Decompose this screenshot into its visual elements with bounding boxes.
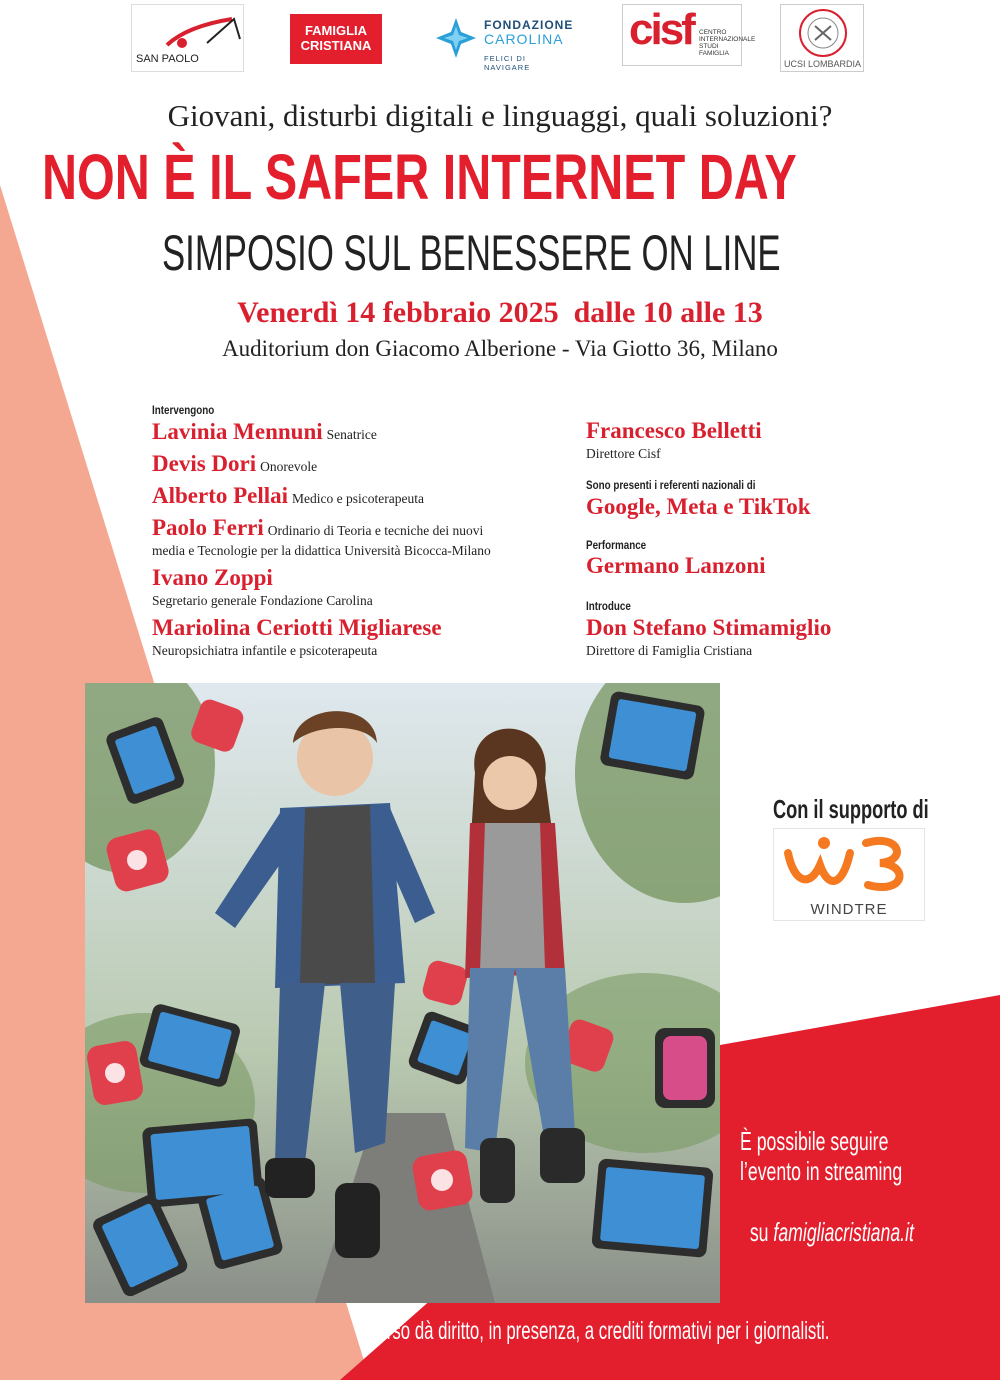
speaker-name: Devis Dori [152, 451, 257, 476]
speaker-belletti-role: Direttore Cisf [586, 446, 661, 461]
event-date: Venerdì 14 febbraio 2025 dalle 10 alle 13 [237, 296, 763, 329]
san-paolo-logo [131, 4, 244, 72]
famiglia-cristiana-logo [290, 14, 382, 64]
speaker-dori [152, 451, 317, 477]
cristiana-text: CRISTIANA [300, 38, 372, 53]
event-question: Giovani, disturbi digitali e linguaggi, quali soluzioni? [167, 98, 833, 133]
speaker-ferri-role-2: media e Tecnologie per la didattica Università Bicocca-Milano [152, 543, 491, 558]
speaker-role: Senatrice [326, 427, 377, 442]
referents-companies: Google, Meta e TikTok [586, 494, 811, 519]
cisf-line-2: INTERNAZIONALE [699, 36, 756, 43]
cisf-line-3: STUDI [699, 43, 719, 50]
speaker-name: Lavinia Mennuni [152, 419, 323, 444]
speakers-heading: Intervengono [152, 403, 215, 417]
introduce-role: Direttore di Famiglia Cristiana [586, 643, 753, 658]
speaker-name: Alberto Pellai [152, 483, 289, 508]
san-paolo-mark-icon [162, 13, 242, 53]
teens-running-illustration [85, 683, 720, 1303]
referents-heading: Sono presenti i referenti nazionali di [586, 478, 756, 492]
famiglia-text: FAMIGLIA [304, 23, 368, 38]
speaker-belletti-name: Francesco Belletti [586, 418, 762, 443]
speaker-zoppi-name: Ivano Zoppi [152, 565, 273, 590]
performance-name: Germano Lanzoni [586, 553, 766, 578]
event-venue: Auditorium don Giacomo Alberione - Via Giotto 36, Milano [222, 336, 778, 361]
speaker-role: Medico e psicoterapeuta [292, 491, 424, 506]
streaming-prefix: su [749, 1217, 774, 1247]
fondazione-text: FONDAZIONE [484, 18, 574, 32]
event-subtitle: SIMPOSIO SUL BENESSERE ON LINE [162, 225, 781, 281]
windtre-logo [773, 828, 925, 921]
fondazione-carolina-logo [430, 4, 575, 72]
cisf-mark: cisf [629, 5, 693, 54]
streaming-line-2: l’evento in streaming [740, 1156, 903, 1186]
ucsi-text: UCSI LOMBARDIA [784, 59, 862, 69]
star-icon [434, 16, 478, 60]
speaker-ceriotti-role: Neuropsichiatra infantile e psicoterapeuta [152, 643, 378, 658]
performance-heading: Performance [586, 538, 647, 552]
san-paolo-text: SAN PAOLO [136, 53, 199, 65]
streaming-site-link[interactable]: famigliacristiana.it [773, 1217, 914, 1247]
cisf-logo [622, 4, 756, 66]
carolina-tagline: FELICI DI NAVIGARE [484, 54, 531, 72]
speaker-mennuni [152, 419, 377, 445]
speaker-name: Paolo Ferri [152, 515, 264, 540]
speaker-role: Onorevole [260, 459, 318, 474]
carolina-text: CAROLINA [484, 31, 564, 47]
speaker-ferri [152, 515, 483, 541]
cisf-line-4: FAMIGLIA [699, 50, 729, 57]
introduce-name: Don Stefano Stimamiglio [586, 615, 832, 640]
ucsi-seal-icon [795, 8, 851, 58]
streaming-line-3 [740, 1186, 914, 1248]
speaker-zoppi-role: Segretario generale Fondazione Carolina [152, 593, 373, 608]
speaker-role: Ordinario di Teoria e tecniche dei nuovi [267, 523, 484, 538]
event-title: NON È IL SAFER INTERNET DAY [42, 141, 797, 213]
streaming-line-1: È possibile seguire [740, 1126, 889, 1156]
speaker-ceriotti-name: Mariolina Ceriotti Migliarese [152, 615, 442, 640]
introduce-heading: Introduce [586, 599, 631, 613]
footer-note: Il corso dà diritto, in presenza, a crediti formativi per i giornalisti. [356, 1317, 830, 1345]
windtre-text: WINDTRE [810, 901, 888, 918]
cisf-line-1: CENTRO [699, 29, 727, 36]
speaker-pellai [152, 483, 424, 509]
support-label: Con il supporto di [773, 794, 929, 824]
ucsi-lombardia-logo [780, 4, 864, 72]
windtre-mark-icon [780, 833, 920, 895]
